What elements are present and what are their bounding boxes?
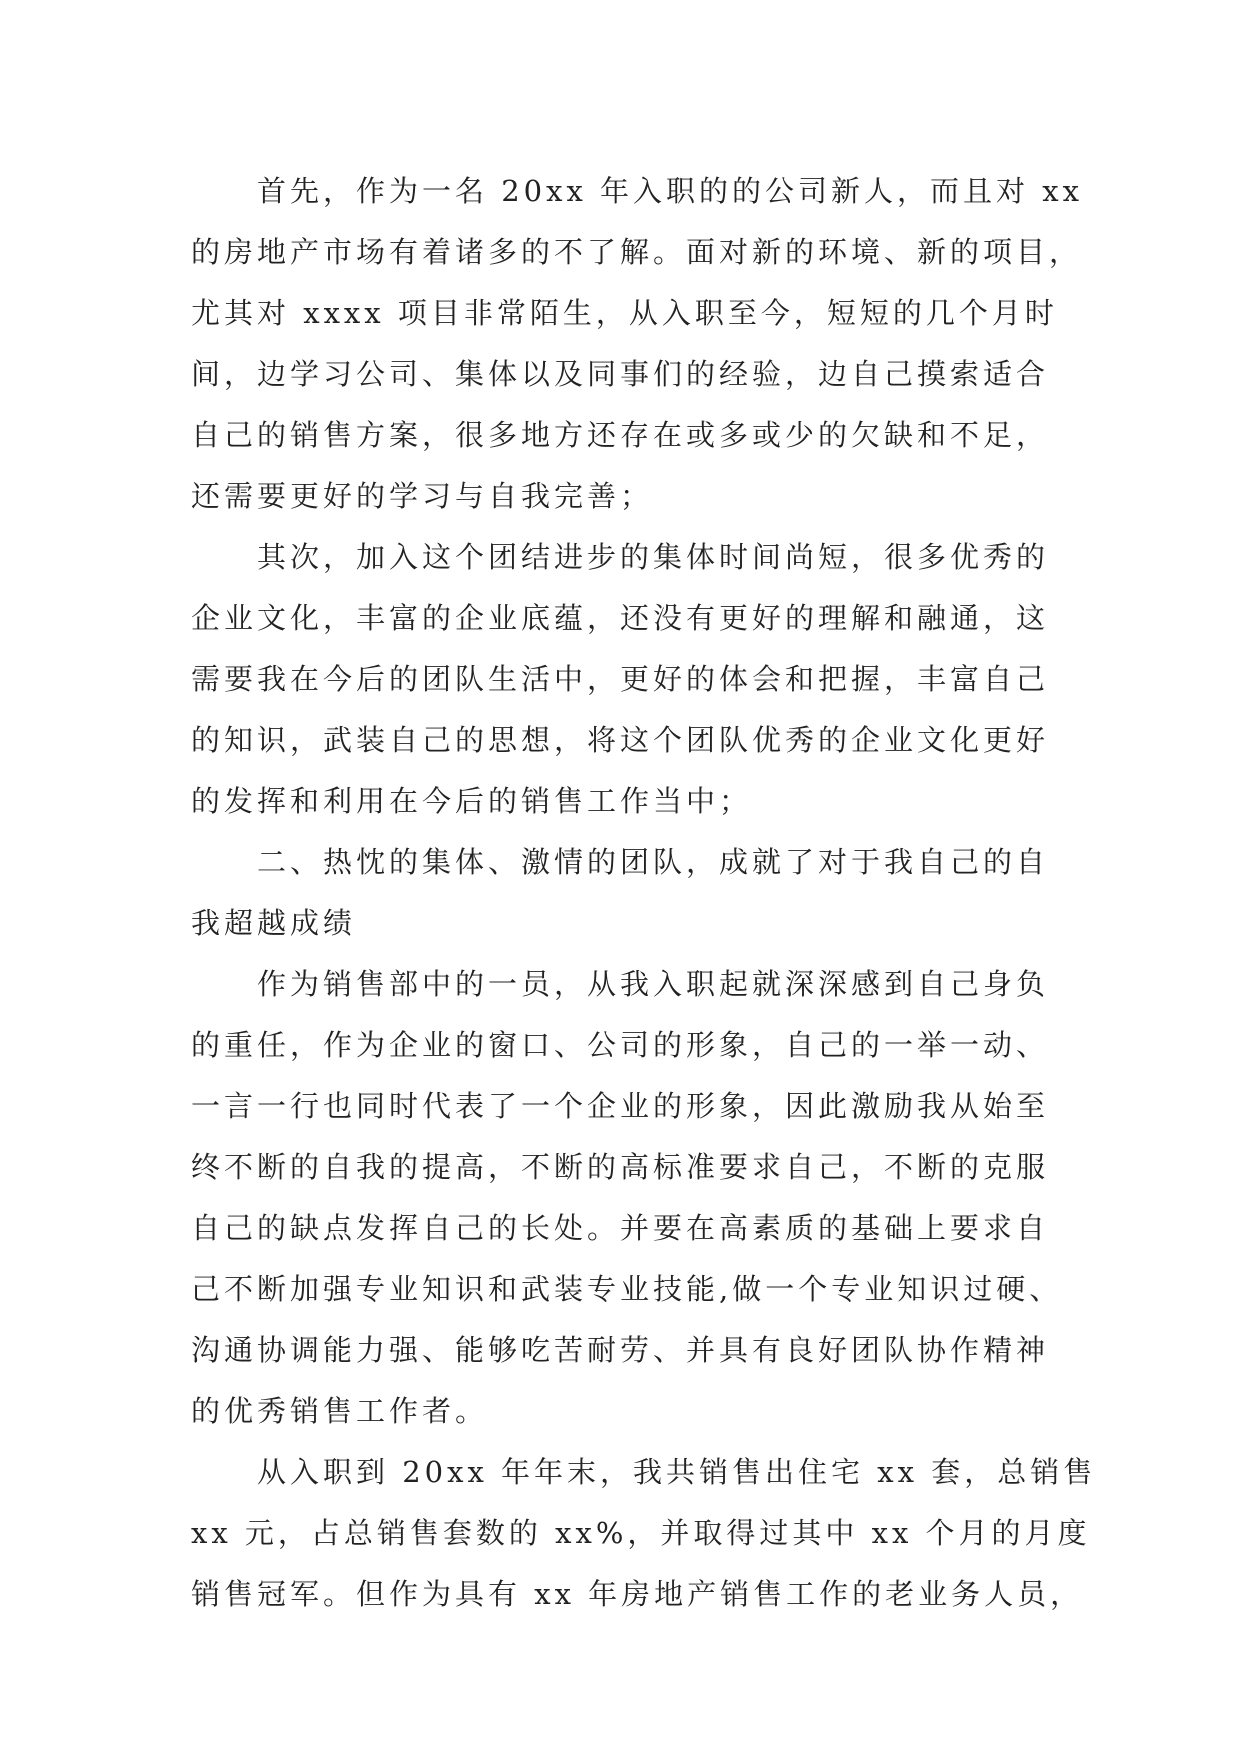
text-line: 尤其对 xxxx 项目非常陌生，从入职至今，短短的几个月时 (191, 296, 1058, 330)
text-line: 的优秀销售工作者。 (191, 1394, 489, 1428)
text-line: 间，边学习公司、集体以及同事们的经验，边自己摸索适合 (191, 357, 1050, 391)
text-line: 还需要更好的学习与自我完善； (191, 479, 654, 513)
text-line: 首先，作为一名 20xx 年入职的的公司新人，而且对 xx (257, 174, 1083, 208)
text-line: 从入职到 20xx 年年末，我共销售出住宅 xx 套，总销售 (257, 1455, 1097, 1489)
text-line: 终不断的自我的提高，不断的高标准要求自己，不断的克服 (191, 1150, 1050, 1184)
text-line: 的发挥和利用在今后的销售工作当中； (191, 784, 753, 818)
text-line: 自己的销售方案，很多地方还存在或多或少的欠缺和不足， (191, 418, 1050, 452)
text-line: 一言一行也同时代表了一个企业的形象，因此激励我从始至 (191, 1089, 1050, 1123)
text-line: 的知识，武装自己的思想，将这个团队优秀的企业文化更好 (191, 723, 1050, 757)
text-line: 沟通协调能力强、能够吃苦耐劳、并具有良好团队协作精神 (191, 1333, 1050, 1367)
text-line: 其次，加入这个团结进步的集体时间尚短，很多优秀的 (257, 540, 1050, 574)
text-line: 自己的缺点发挥自己的长处。并要在高素质的基础上要求自 (191, 1211, 1050, 1245)
text-line: 需要我在今后的团队生活中，更好的体会和把握，丰富自己 (191, 662, 1050, 696)
section-heading-line: 我超越成绩 (191, 906, 357, 940)
section-heading-line: 二、热忱的集体、激情的团队，成就了对于我自己的自 (257, 845, 1050, 879)
text-line: 销售冠军。但作为具有 xx 年房地产销售工作的老业务人员， (191, 1577, 1084, 1611)
text-line: xx 元，占总销售套数的 xx%，并取得过其中 xx 个月的月度 (191, 1516, 1091, 1550)
text-line: 企业文化，丰富的企业底蕴，还没有更好的理解和融通，这 (191, 601, 1050, 635)
document-body (191, 161, 1097, 1625)
text-line: 的房地产市场有着诸多的不了解。面对新的环境、新的项目， (191, 235, 1083, 269)
text-line: 己不断加强专业知识和武装专业技能,做一个专业知识过硬、 (191, 1272, 1063, 1306)
text-line: 的重任，作为企业的窗口、公司的形象，自己的一举一动、 (191, 1028, 1050, 1062)
text-line: 作为销售部中的一员，从我入职起就深深感到自己身负 (257, 967, 1050, 1001)
